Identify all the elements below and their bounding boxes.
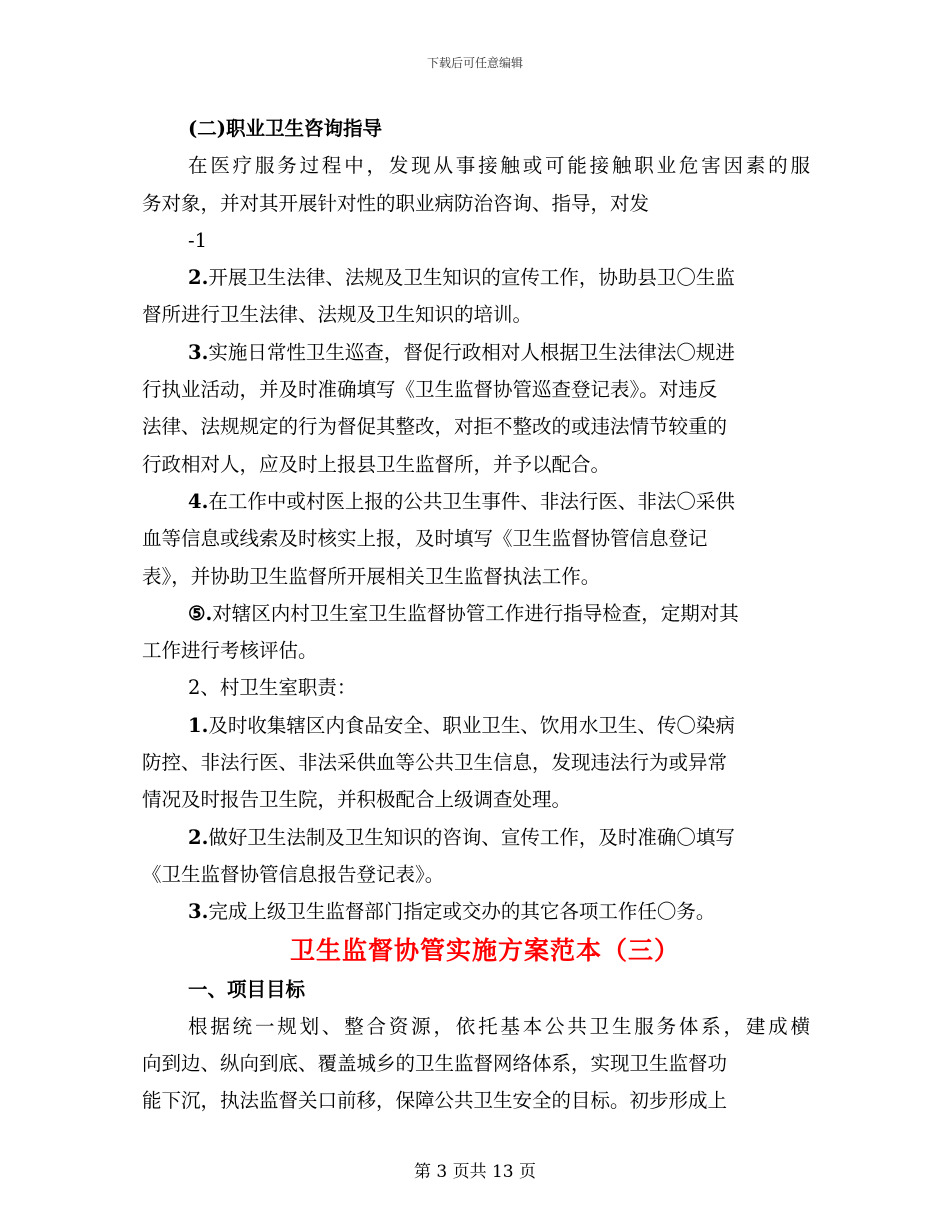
item-text: 在工作中或村医上报的公共卫生事件、非法行医、非法〇采供 (208, 489, 735, 513)
paragraph-line: 行执业活动，并及时准确填写《卫生监督协管巡查登记表》。对违反 (142, 378, 718, 402)
paragraph-line: 防控、非法行医、非法采供血等公共卫生信息，发现违法行为或异常 (142, 751, 728, 775)
item-text: 完成上级卫生监督部门指定或交办的其它各项工作任〇务。 (208, 900, 716, 924)
paragraph-line: 督所进行卫生法律、法规及卫生知识的培训。 (142, 303, 533, 327)
list-item (142, 595, 810, 632)
item-number: 3. (188, 900, 209, 924)
paragraph-line: 向到边、纵向到底、覆盖城乡的卫生监督网络体系，实现卫生监督功 (142, 1052, 728, 1076)
item-text: 实施日常性卫生巡查，督促行政相对人根据卫生法律法〇规进 (208, 340, 735, 364)
list-item (142, 819, 810, 856)
page-footer: 第 3 页共 13 页 (413, 1162, 537, 1182)
item-text: 及时收集辖区内食品安全、职业卫生、饮用水卫生、传〇染病 (208, 713, 735, 737)
paragraph-line: 在医疗服务过程中，发现从事接触或可能接触职业危害因素的服 (188, 154, 810, 178)
paragraph-line: 能下沉，执法监督关口前移，保障公共卫生安全的目标。初步形成上 (142, 1089, 728, 1113)
section-heading: (二)职业卫生咨询指导 (188, 117, 382, 140)
list-item (142, 893, 810, 930)
page-marker: -1 (188, 228, 207, 252)
item-number: 4. (188, 489, 209, 513)
subsection-heading: 2、村卫生室职责： (188, 676, 357, 700)
item-text: 开展卫生法律、法规及卫生知识的宣传工作，协助县卫〇生监 (208, 266, 735, 290)
document-body (142, 110, 810, 1120)
list-item (142, 259, 810, 296)
item-number: 1. (188, 713, 209, 737)
paragraph-line: 情况及时报告卫生院，并积极配合上级调查处理。 (142, 788, 572, 812)
item-text: 对辖区内村卫生室卫生监督协管工作进行指导检查，定期对其 (212, 601, 739, 625)
paragraph-line: 工作进行考核评估。 (142, 639, 318, 663)
paragraph-line: 《卫生监督协管信息报告登记表》。 (142, 862, 445, 886)
item-number: 2. (188, 825, 209, 849)
paragraph-line: 行政相对人，应及时上报县卫生监督所，并予以配合。 (142, 452, 611, 476)
item-text: 做好卫生法制及卫生知识的咨询、宣传工作，及时准确〇填写 (208, 825, 735, 849)
item-number: ⑤. (188, 601, 213, 625)
item-number: 2. (188, 266, 209, 290)
item-number: 3. (188, 340, 209, 364)
paragraph-line: 根据统一规划、整合资源，依托基本公共卫生服务体系，建成横 (188, 1014, 810, 1038)
paragraph-line: 表》，并协助卫生监督所开展相关卫生监督执法工作。 (142, 564, 601, 588)
paragraph-line: 血等信息或线索及时核实上报，及时填写《卫生监督协管信息登记 (142, 527, 708, 551)
document-title: 卫生监督协管实施方案范本（三） (289, 935, 680, 965)
list-item (142, 334, 810, 371)
list-item (142, 483, 810, 520)
list-item (142, 707, 810, 744)
paragraph-line: 法律、法规规定的行为督促其整改，对拒不整改的或违法情节较重的 (142, 415, 728, 439)
paragraph-line: 务对象，并对其开展针对性的职业病防治咨询、指导，对发 (142, 191, 650, 215)
section-heading: 一、项目目标 (188, 977, 306, 1001)
page-header-note: 下载后可任意编辑 (426, 56, 523, 70)
